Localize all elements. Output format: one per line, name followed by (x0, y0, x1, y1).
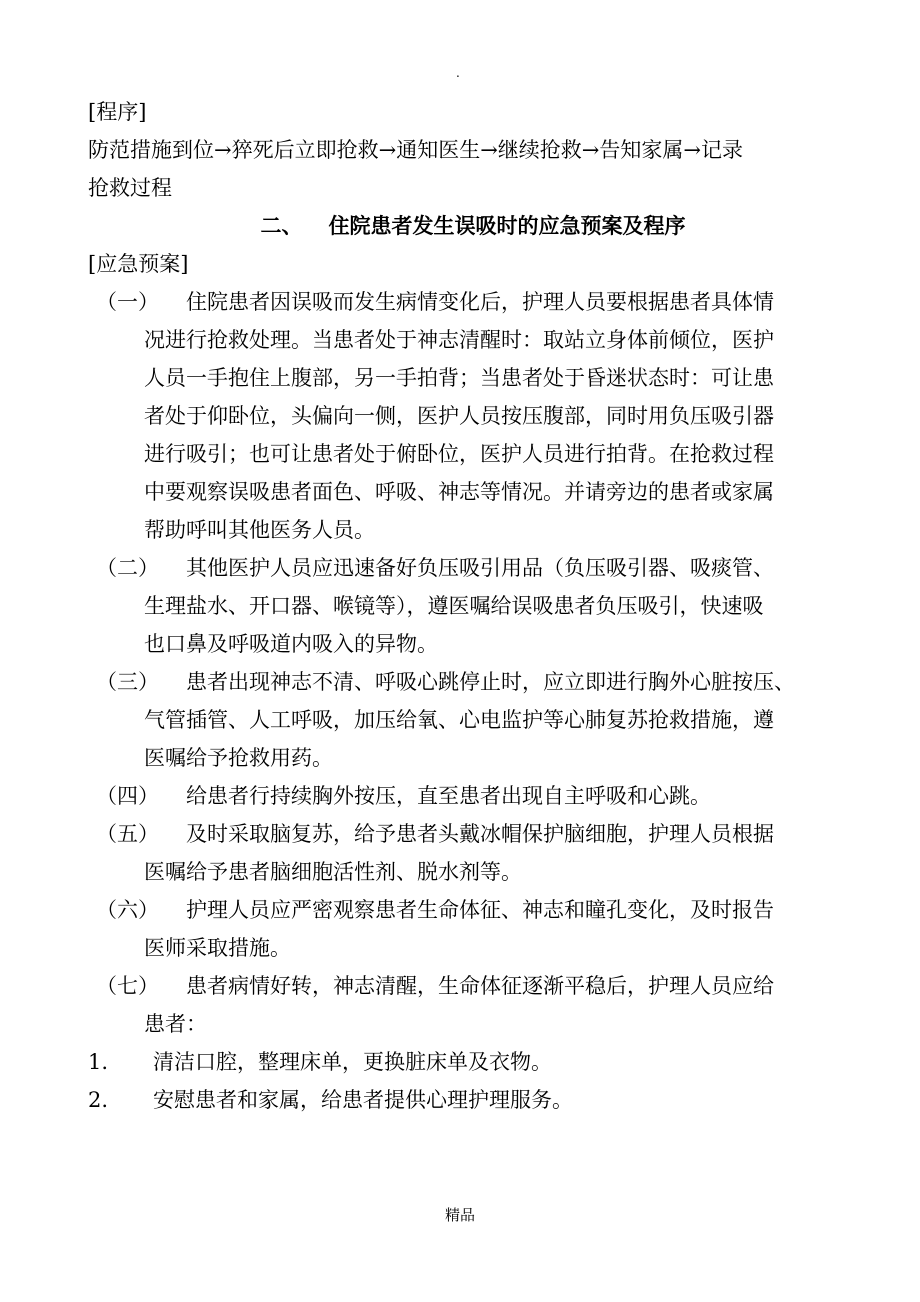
procedure-line: 防范措施到位→猝死后立即抢救→通知医生→继续抢救→告知家属→记录 (88, 138, 743, 162)
plan-item-mark: （三） (96, 670, 159, 694)
plan-item-line: 况进行抢救处理。当患者处于神志清醒时：取站立身体前倾位，医护 (144, 328, 774, 352)
plan-item-line: 帮助呼叫其他医务人员。 (144, 518, 375, 542)
plan-item (88, 967, 848, 1043)
plan-item-line: 及时采取脑复苏，给予患者头戴冰帽保护脑细胞，护理人员根据 (186, 822, 774, 846)
plan-item-mark: （七） (96, 974, 159, 998)
plan-item-line: 医嘱给予抢救用药。 (144, 746, 333, 770)
plan-heading: [应急预案] (88, 252, 189, 276)
plan-item-line: 其他医护人员应迅速备好负压吸引用品（负压吸引器、吸痰管、 (186, 556, 774, 580)
plan-item (88, 283, 848, 549)
section-number: 二、 (260, 213, 303, 238)
plan-item (88, 777, 848, 815)
plan-item (88, 891, 848, 967)
procedure-line: 抢救过程 (88, 176, 172, 200)
plan-item-line: 给患者行持续胸外按压，直至患者出现自主呼吸和心跳。 (186, 784, 711, 808)
plan-item-line: 进行吸引；也可让患者处于俯卧位，医护人员进行拍背。在抢救过程 (144, 442, 774, 466)
header-mark: . (456, 66, 460, 80)
numbered-item-number: 1. (88, 1050, 109, 1074)
plan-item-line: 患者出现神志不清、呼吸心跳停止时，应立即进行胸外心脏按压、 (186, 670, 795, 694)
numbered-item-text: 清洁口腔，整理床单，更换脏床单及衣物。 (153, 1050, 552, 1074)
section-title-text: 住院患者发生误吸时的应急预案及程序 (328, 213, 686, 238)
plan-item (88, 549, 848, 663)
plan-item-line: 者处于仰卧位，头偏向一侧，医护人员按压腹部，同时用负压吸引器 (144, 404, 774, 428)
plan-item (88, 663, 848, 777)
plan-item-line: 人员一手抱住上腹部，另一手拍背；当患者处于昏迷状态时：可让患 (144, 366, 774, 390)
numbered-item-number: 2. (88, 1088, 109, 1112)
plan-item-line: 医嘱给予患者脑细胞活性剂、脱水剂等。 (144, 860, 522, 884)
plan-item-line: 气管插管、人工呼吸，加压给氧、心电监护等心肺复苏抢救措施，遵 (144, 708, 774, 732)
plan-item-line: 患者病情好转，神志清醒，生命体征逐渐平稳后，护理人员应给 (186, 974, 774, 998)
plan-item-mark: （一） (96, 290, 159, 314)
plan-item-line: 中要观察误吸患者面色、呼吸、神志等情况。并请旁边的患者或家属 (144, 480, 774, 504)
plan-item (88, 815, 848, 891)
procedure-heading: [程序] (88, 100, 147, 124)
plan-item-mark: （四） (96, 784, 159, 808)
plan-item-line: 住院患者因误吸而发生病情变化后，护理人员要根据患者具体情 (186, 290, 774, 314)
section-title (88, 207, 848, 245)
plan-item-line: 医师采取措施。 (144, 936, 291, 960)
plan-item-line: 患者： (144, 1012, 207, 1036)
numbered-item-text: 安慰患者和家属，给患者提供心理护理服务。 (153, 1088, 573, 1112)
plan-item-line: 也口鼻及呼吸道内吸入的异物。 (144, 632, 438, 656)
plan-item-mark: （五） (96, 822, 159, 846)
plan-item-line: 生理盐水、开口器、喉镜等），遵医嘱给误吸患者负压吸引，快速吸 (144, 594, 764, 618)
numbered-list (88, 1043, 848, 1119)
plan-item-mark: （二） (96, 556, 159, 580)
document-content (88, 93, 848, 1119)
plan-items (88, 283, 848, 1043)
plan-item-line: 护理人员应严密观察患者生命体征、神志和瞳孔变化，及时报告 (186, 898, 774, 922)
numbered-item (88, 1043, 848, 1081)
plan-item-mark: （六） (96, 898, 159, 922)
numbered-item (88, 1081, 848, 1119)
footer-text: 精品 (444, 1206, 475, 1224)
